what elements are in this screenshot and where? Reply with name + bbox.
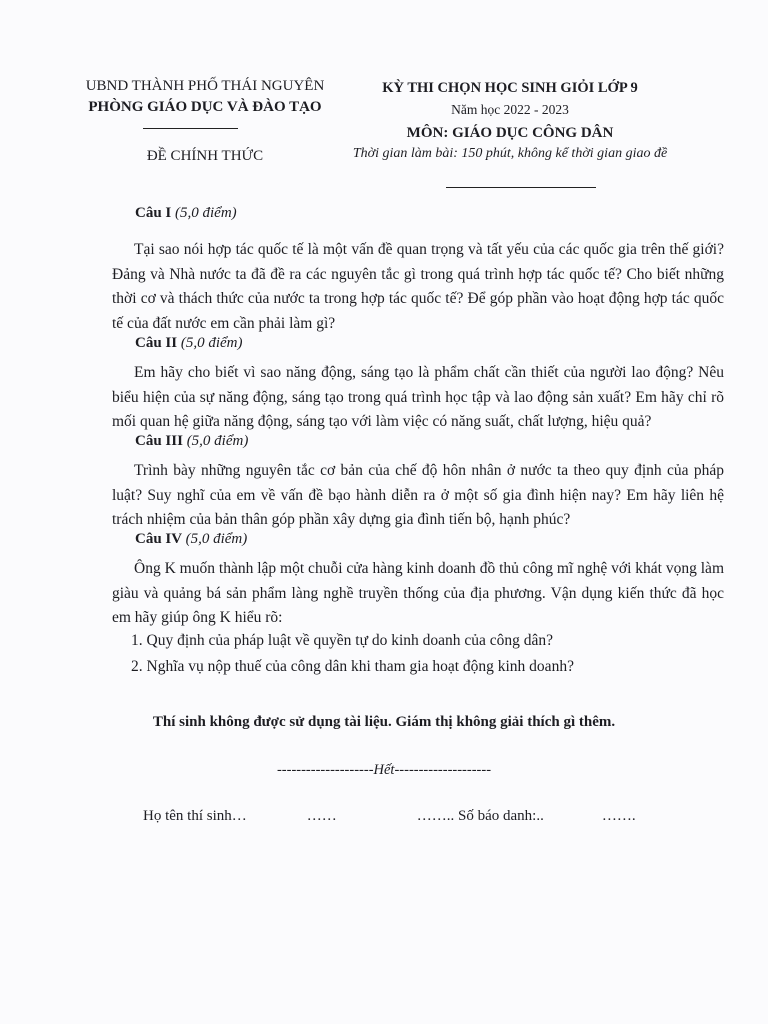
subject: MÔN: GIÁO DỤC CÔNG DÂN [406, 125, 614, 141]
question-2-text [112, 361, 724, 435]
candidate-name-dots-1: …… [306, 808, 337, 824]
city-committee: UBND THÀNH PHỐ THÁI NGUYÊN [85, 78, 325, 94]
school-year: Năm học 2022 - 2023 [451, 102, 569, 117]
question-2-points: (5,0 điểm) [180, 335, 243, 351]
question-3-text [112, 459, 724, 533]
question-4-item-2: 2. Nghĩa vụ nộp thuế của công dân khi tham gia hoạt động kinh doanh? [131, 658, 574, 675]
end-marker: --------------------Hết-------------------- [276, 762, 492, 778]
question-1-text [112, 238, 724, 336]
title-underline [446, 187, 596, 188]
candidate-id-label: Số báo danh:.. [458, 808, 544, 824]
time-limit: Thời gian làm bài: 150 phút, không kể thời gian giao đề [352, 146, 668, 161]
question-4-title: Câu IV [135, 531, 182, 547]
question-4-item-1: 1. Quy định của pháp luật về quyền tự do kinh doanh của công dân? [131, 632, 554, 649]
candidate-name-label: Họ tên thí sinh… [143, 808, 247, 824]
question-4-body: Ông K muốn thành lập một chuỗi cửa hàng kinh doanh đồ thủ công mĩ nghệ với khát vọng làm giàu và quảng bá sản phẩm làng nghề truyền thống của địa phương. Vận dụng kiến thức đã học em hãy giúp ông K hiểu rõ: [112, 560, 724, 626]
question-1-body: Tại sao nói hợp tác quốc tế là một vấn đề quan trọng và tất yếu của các quốc gia trên thế giới? Đảng và Nhà nước ta đã đề ra các nguyên tắc gì trong quá trình hợp tác quốc tế? Cho biết những thời cơ và thách thức của nước ta trong hợp tác quốc tế? Để góp phần vào hoạt động hợp tác quốc tế của đất nước em cần phải làm gì? [112, 241, 724, 332]
question-4-heading [135, 531, 247, 548]
question-1-heading [135, 205, 237, 222]
question-4-text [112, 557, 724, 631]
question-1-points: (5,0 điểm) [175, 205, 237, 221]
question-2-body: Em hãy cho biết vì sao năng động, sáng tạo là phẩm chất cần thiết của người lao động? Nêu biểu hiện của sự năng động, sáng tạo trong quá trình học tập và lao động sản xuất? Em hãy chỉ rõ mối quan hệ giữa năng động, sáng tạo với làm việc có năng suất, chất lượng, hiệu quả? [112, 364, 724, 430]
question-1-title: Câu I [135, 205, 172, 221]
official-label: ĐỀ CHÍNH THỨC [146, 148, 264, 164]
candidate-name-dots-2: …….. [416, 808, 455, 824]
question-2-title: Câu II [135, 335, 178, 351]
issuer-block [85, 76, 325, 118]
question-3-heading [135, 433, 248, 450]
exam-title-block [340, 78, 680, 164]
question-2-heading [135, 335, 243, 352]
exam-note: Thí sinh không được sử dụng tài liệu. Giám thị không giải thích gì thêm. [152, 714, 616, 730]
question-3-title: Câu III [135, 433, 183, 449]
issuer-underline [143, 128, 238, 129]
question-3-body: Trình bày những nguyên tắc cơ bản của chế độ hôn nhân ở nước ta theo quy định của pháp luật? Suy nghĩ của em về vấn đề bạo hành diễn ra ở một số gia đình hiện nay? Em hãy liên hệ trách nhiệm của bản thân góp phần xây dựng gia đình tiến bộ, hạnh phúc? [112, 462, 724, 528]
question-3-points: (5,0 điểm) [186, 433, 249, 449]
candidate-id-dots: ……. [601, 808, 636, 824]
exam-title: KỲ THI CHỌN HỌC SINH GIỎI LỚP 9 [382, 80, 638, 96]
question-4-points: (5,0 điểm) [185, 531, 248, 547]
candidate-info-line [143, 808, 636, 825]
education-department: PHÒNG GIÁO DỤC VÀ ĐÀO TẠO [88, 99, 322, 115]
